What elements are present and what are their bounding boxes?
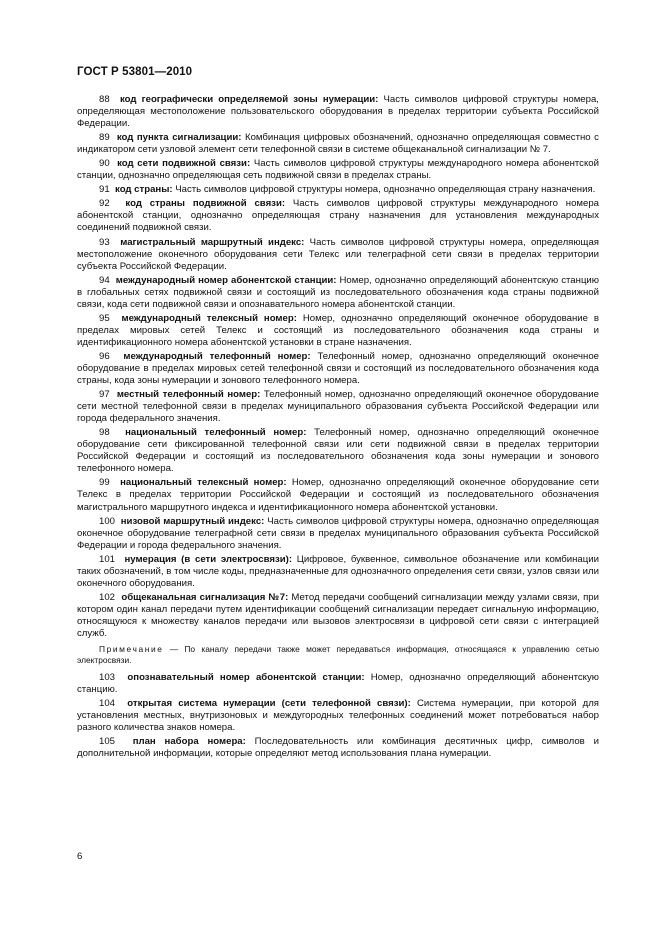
definition-text: Часть символов цифровой структуры номера, однозначно определяющая страну назначения.	[172, 184, 596, 196]
definition-term: магистральный маршрутный индекс:	[120, 236, 305, 248]
definition-term: международный номер абонентской станции:	[115, 274, 337, 286]
definition-term: опознавательный номер абонентской станции:	[127, 672, 365, 684]
definition-entry	[77, 672, 599, 696]
definition-text: Телефонный номер, однозначно определяющий оконечное оборудование сети местной телефонной связи в пределах муниципального образования субъекта Российской Федерации или города федерального значения.	[77, 389, 599, 425]
definition-number: 95	[99, 312, 110, 324]
definition-text: Часть символов цифровой структуры международного номера абонентской станции, однозначно определяющая страну назначения для установления международных соединений подвижной связи.	[77, 198, 600, 234]
definition-term: общеканальная сигнализация №7:	[121, 591, 289, 603]
definition-number: 102	[99, 591, 116, 603]
definition-entry	[77, 313, 599, 349]
definition-number: 101	[99, 553, 116, 565]
note	[77, 644, 599, 666]
definition-term: код сети подвижной связи:	[117, 158, 251, 170]
definition-term: нумерация (в сети электросвязи):	[124, 553, 293, 565]
definition-text: Телефонный номер, однозначно определяющий оконечное оборудование в пределах мировых сетей телефонной связи и состоящий из последовательного обозначения кода страны, кода зоны нумерации и зонового телефонного номера.	[77, 350, 599, 387]
definition-number: 90	[99, 158, 110, 170]
definition-entry	[77, 158, 599, 182]
definition-entry	[77, 237, 599, 273]
note-label: Примечание	[99, 644, 164, 655]
definition-text: Часть символов цифровой структуры номера, определяющая местоположение оконечного оборудования сети Телекс или телеграфной сети связи в пределах территории субъекта Российской Федерации.	[77, 236, 599, 272]
definition-entry	[77, 554, 599, 590]
definition-text: Комбинация цифровых обозначений, однозначно определяющая совместно с индикатором сети узловой элемент сети телефонной связи в системе общеканальной сигнализации № 7.	[77, 132, 599, 156]
definition-text: Номер, однозначно определяющий оконечное оборудование сети Телекс в пределах территории Российской Федерации и состоящий из последовательного обозначения магистрального маршрутного индекса и идентификационного номера абонентской установки.	[77, 477, 600, 513]
definition-text: Цифровое, буквенное, символьное обозначение или комбинации таких обозначений, в том числе коды, предназначенные для однозначного определения сети связи, узлов связи или оконечного оборудования.	[77, 553, 599, 589]
definition-number: 103	[99, 672, 116, 684]
definition-number: 96	[99, 350, 110, 362]
definition-term: код пункта сигнализации:	[116, 132, 242, 144]
definition-entry	[77, 477, 599, 513]
definition-entry	[77, 198, 599, 234]
definition-term: план набора номера:	[132, 736, 246, 748]
definition-term: местный телефонный номер:	[116, 389, 261, 401]
document-body	[77, 94, 599, 762]
page-number: 6	[77, 851, 83, 862]
definition-term: код страны подвижной связи:	[125, 198, 286, 210]
definition-term: открытая система нумерации (сети телефонной связи):	[127, 698, 411, 710]
definition-text: Номер, однозначно определяющий оконечное оборудование в пределах мировых сетей Телекс и состоящий из последовательного обозначения кода страны и идентификационного номера абонентской установки в стране назначения.	[77, 312, 599, 348]
definition-entry	[77, 275, 599, 311]
definition-text: Система нумерации, при которой для установления местных, внутризоновых и междугородных телефонных соединений может потребоваться набор разного количества знаков номера.	[77, 698, 599, 734]
definition-entry	[77, 427, 599, 475]
definition-number: 100	[99, 515, 116, 527]
definition-entry	[77, 184, 599, 196]
definition-entry	[77, 351, 599, 387]
definition-number: 98	[99, 427, 110, 439]
definition-text: Метод передачи сообщений сигнализации между узлами связи, при котором один канал передачи путем идентификации сообщений сигнализации передает сигнальную информацию, относящуюся к множеству каналов передачи или вызовов электросвязи в цифровой сети связи с интеграцией служб.	[77, 591, 600, 639]
definition-number: 93	[99, 236, 110, 248]
definitions-list-continued	[77, 672, 599, 760]
definition-term: международный телексный номер:	[121, 312, 297, 324]
note-text: — По каналу передачи также может передаваться информация, относящаяся к управлению сетью электросвязи.	[77, 644, 599, 666]
definition-entry	[77, 736, 599, 760]
definition-text: Часть символов цифровой структуры международного номера абонентской станции, однозначно определяющая сеть подвижной связи в пределах страны.	[77, 158, 599, 182]
definition-number: 91	[99, 184, 110, 196]
definition-number: 89	[99, 132, 110, 144]
definition-term: национальный телексный номер:	[120, 477, 287, 489]
definition-entry	[77, 132, 599, 156]
definition-number: 97	[99, 389, 110, 401]
definition-number: 94	[99, 274, 110, 286]
definitions-list	[77, 94, 599, 640]
document-header: ГОСТ Р 53801—2010	[77, 66, 193, 78]
definition-text: Часть символов цифровой структуры номера, однозначно определяющая оконечное оборудование телеграфной сети связи в пределах муниципального образования субъекта Российской Федерации и города федерального значения.	[77, 515, 599, 551]
definition-text: Часть символов цифровой структуры номера, определяющая местоположение пользовательского оборудования в пределах территории субъекта Российской Федерации.	[77, 94, 599, 130]
definition-number: 92	[99, 198, 110, 210]
definition-entry	[77, 516, 599, 552]
definition-term: код географически определяемой зоны нумерации:	[119, 94, 379, 105]
definition-number: 88	[99, 94, 110, 105]
definition-entry	[77, 94, 599, 130]
definition-text: Номер, однозначно определяющий абонентскую станцию.	[77, 672, 599, 696]
definition-number: 105	[99, 736, 116, 748]
definition-number: 104	[99, 698, 116, 710]
definition-term: код страны:	[115, 184, 173, 196]
definition-text: Последовательность или комбинация десятичных цифр, символов и дополнительной информации, которые определяют метод использования плана нумерации.	[77, 736, 599, 760]
definition-term: низовой маршрутный индекс:	[120, 515, 265, 527]
definition-entry	[77, 698, 599, 734]
definition-entry	[77, 389, 599, 425]
definition-entry	[77, 592, 599, 640]
definition-term: национальный телефонный номер:	[125, 427, 307, 439]
definition-text: Телефонный номер, однозначно определяющий оконечное оборудование сети фиксированной телефонной связи или сети подвижной связи в пределах территории Российской Федерации и состоящий из последовательного обозначения кода зоны нумерации и зонового телефонного номера.	[77, 427, 599, 475]
definition-text: Номер, однозначно определяющий абонентскую станцию в глобальных сетях подвижной связи и состоящий из последовательного обозначения кода страны подвижной связи, кода сети подвижной связи и опознавательного номера абонентской станции.	[77, 274, 599, 310]
definition-term: международный телефонный номер:	[123, 350, 311, 362]
definition-number: 99	[99, 477, 110, 489]
